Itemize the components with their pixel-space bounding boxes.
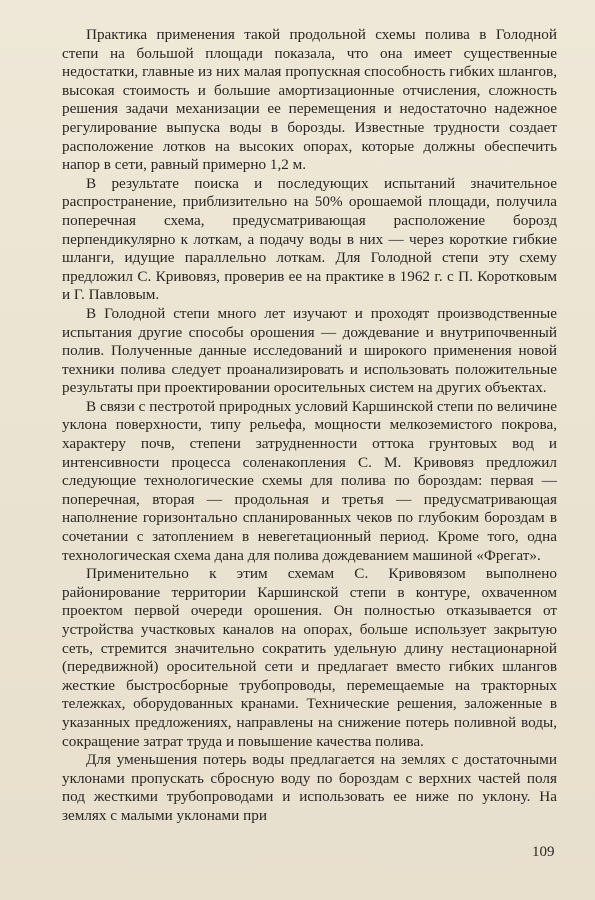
paragraph-5: Применительно к этим схемам С. Кривовязом выполнено районирование территории Каршинской степи в контуре, охваченном проектом первой очереди орошения. Он полностью отказывается от устройства участковых каналов на опорах, больше использует закрытую сеть, стремится значительно сократить удельную длину нестационарной (передвижной) оросительной сети и предлагает вместо гибких шлангов жесткие быстросборные трубопроводы, перемещаемые на тракторных тележках, оборудованных кранами. Технические решения, заложенные в указанных предложениях, направлены на снижение потерь поливной воды, сокращение затрат труда и повышение качества полива. — [62, 565, 557, 750]
paragraph-3: В Голодной степи много лет изучают и проходят производственные испытания другие способы орошения — дождевание и внутрипочвенный полив. Полученные данные исследований и широкого применения новой техники полива следует проанализировать и использовать положительные результаты при проектировании оросительных систем на других объектах. — [62, 304, 557, 397]
page-number: 109 — [532, 844, 555, 860]
paragraph-4: В связи с пестротой природных условий Каршинской степи по величине уклона поверхности, типу рельефа, мощности мелкоземистого покрова, характеру почв, степени затрудненности оттока грунтовых вод и интенсивности процесса соленакопления С. М. Кривовяз предложил следующие технологические схемы для полива по бороздам: первая — поперечная, вторая — продольная и третья — предусматривающая наполнение горизонтально спланированных чеков по глубоким бороздам в сочетании с затоплением в невегетационный период. Кроме того, одна технологическая схема дана для полива дождеванием машиной «Фрегат». — [62, 397, 557, 564]
paragraph-2: В результате поиска и последующих испытаний значительное распространение, приблизительно на 50% орошаемой площади, получила поперечная схема, предусматривающая расположение борозд перпендикулярно к лоткам, а подачу воды в них — через короткие гибкие шланги, идущие параллельно лоткам. Для Голодной степи эту схему предложил С. Кривовяз, проверив ее на практике в 1962 г. с П. Коротковым и Г. Павловым. — [62, 174, 557, 304]
paragraph-1: Практика применения такой продольной схемы полива в Голодной степи на большой площади показала, что она имеет существенные недостатки, главные из них малая пропускная способность гибких шлангов, высокая стоимость и большие амортизационные отчисления, сложность решения задачи механизации ее перемещения и недостаточно надежное регулирование выпуска воды в борозды. Известные трудности создает расположение лотков на высоких опорах, которые должны обеспечить напор в сети, равный примерно 1,2 м. — [62, 26, 557, 174]
body-text — [62, 26, 557, 826]
paragraph-6: Для уменьшения потерь воды предлагается на землях с достаточными уклонами пропускать сбросную воду по бороздам с верхних частей поля под жесткими трубопроводами и использовать ее ниже по уклону. На землях с малыми уклонами при — [62, 751, 557, 824]
